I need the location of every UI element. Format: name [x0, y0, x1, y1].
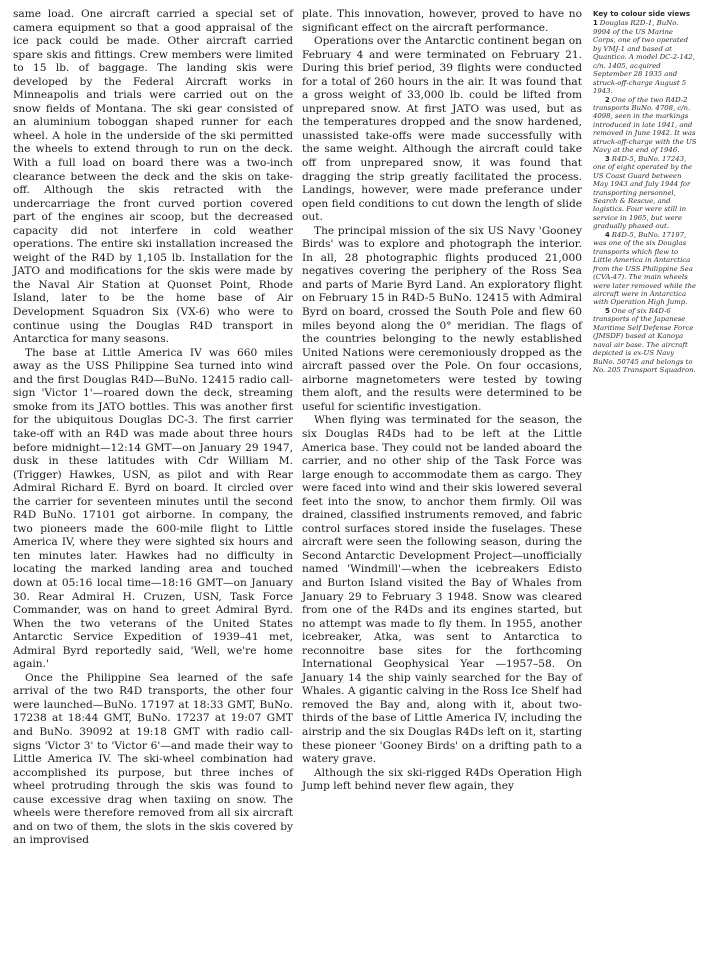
note-text: One of the two R4D-2 transports BuNo. 4708, c/n. 4098, seen in the markings introduced in late 1941, and removed in June 1942. It was struck-off-charge with the US Navy at the end of 1946.	[593, 95, 697, 155]
side-key-note-4	[593, 231, 697, 307]
paragraph: When flying was terminated for the season, the six Douglas R4Ds had to be left at the Little America base. They could not be landed aboard the carrier, and no other ship of the Task Force was large enough to accommodate them as cargo. They were faced into wind and their skis lowered several feet into the snow, to anchor them firmly. Oil was drained, classified instruments removed, and fabric control surfaces stored inside the fuselages. These aircraft were seen the following season, during the Second Antarctic Development Project—unofficially named 'Windmill'—when the icebreakers Edisto and Burton Island visited the Bay of Whales from January 29 to February 3 1948. Snow was cleared from one of the R4Ds and its engines started, but no attempt was made to fly them. In 1955, another icebreaker, Atka, was sent to Antarctica to reconnoitre base sites for the forthcoming International Geophysical Year —1957–58. On January 14 the ship vainly searched for the Bay of Whales. A gigantic calving in the Ross Ice Shelf had removed the Bay and, along with it, about two-thirds of the base of Little America IV, including the airstrip and the six Douglas R4Ds left on it, starting these pioneer 'Gooney Birds' on a drifting path to a watery grave.	[302, 414, 582, 766]
side-key-note-1	[593, 19, 697, 95]
note-text: One of six R4D-6 transports of the Japanese Maritime Self Defense Force (JMSDF) based at Kanoya naval air base. The aircraft depicted is ex-US Navy BuNo. 50745 and belongs to No. 205 Transport Squadron.	[593, 306, 696, 375]
text-column-1	[13, 8, 293, 848]
paragraph: same load. One aircraft carried a special set of camera equipment so that a good appraisal of the ice pack could be made. Other aircraft carried spare skis and fittings. Crew members were limited to 15 lb. of baggage. The landing skis were developed by the Federal Aircraft works in Minneapolis and trials were carried out on the snow fields of Montana. The ski gear consisted of an aluminium toboggan shaped runner for each wheel. A hole in the underside of the ski permitted the wheels to extend through to run on the deck. With a full load on board there was a two-inch clearance between the deck and the skis on take-off. Although the skis retracted with the undercarriage the front curved portion covered part of the engines air scoop, but the decreased capacity did not interfere in cold weather operations. The entire ski installation increased the weight of the R4D by 1,105 lb. Installation for the JATO and modifications for the skis were made by the Naval Air Station at Quonset Point, Rhode Island, later to be the home base of Air Development Squadron Six (VX-6) who were to continue using the Douglas R4D transport in Antarctica for many seasons.	[13, 8, 293, 346]
note-text: R4D-5, BuNo. 17197, was one of the six Douglas transports which flew to Little America in Antarctica from the USS Philippine Sea (CVA-47). The main wheels were later removed while the aircraft were in Antarctica with Operation High Jump.	[593, 230, 697, 307]
paragraph: Once the Philippine Sea learned of the safe arrival of the two R4D transports, the other four were launched—BuNo. 17197 at 18:33 GMT, BuNo. 17238 at 18:44 GMT, BuNo. 17237 at 19:07 GMT and BuNo. 39092 at 19:18 GMT with radio call-signs 'Victor 3' to 'Victor 6'—and made their way to Little America IV. The ski-wheel combination had accomplished its purpose, but three inches of wheel protruding through the skis was found to cause excessive drag when taxiing on snow. The wheels were therefore removed from all six aircraft and on two of them, the slots in the skis covered by an improvised	[13, 671, 293, 847]
note-number: 1	[593, 19, 598, 28]
note-number: 4	[605, 230, 610, 239]
side-key-note-5	[593, 307, 697, 375]
note-text: R4D-5, BuNo. 17243, one of eight operated by the US Coast Guard between May 1943 and July 1944 for transporting personnel, Search & Rescue, and logistics. Four were still in service in 1965, but were gradually phased out.	[593, 154, 693, 231]
paragraph: Although the six ski-rigged R4Ds Operation High Jump left behind never flew again, they	[302, 766, 582, 793]
text-column-2	[302, 8, 582, 794]
paragraph: plate. This innovation, however, proved to have no significant effect on the aircraft performance.	[302, 8, 582, 34]
paragraph: Operations over the Antarctic continent began on February 4 and were terminated on February 21. During this brief period, 39 flights were conducted for a total of 260 hours in the air. It was found that a gross weight of 33,000 lb. could be lifted from unprepared snow. At first JATO was used, but as the temperatures dropped and the snow hardened, unassisted take-offs were made successfully with the same weight. Although the aircraft could take off from unprepared snow, it was found that dragging the strip greatly facilitated the process. Landings, however, were made preferance under open field conditions to cut down the length of slide out.	[302, 35, 582, 224]
side-view-key	[593, 10, 697, 374]
paragraph: The base at Little America IV was 660 miles away as the USS Philippine Sea turned into wind and the first Douglas R4D—BuNo. 12415 radio call-sign 'Victor 1'—roared down the deck, streaming smoke from its JATO bottles. This was another first for the ubiquitous Douglas DC-3. The first carrier take-off with an R4D was made about three hours before midnight—12:14 GMT—on January 29 1947, dusk in these latitudes with Cdr William M. (Trigger) Hawkes, USN, as pilot and with Rear Admiral Richard E. Byrd on board. It circled over the carrier for seventeen minutes until the second R4D BuNo. 17101 got airborne. In company, the two pioneers made the 600-mile flight to Little America IV, where they were sighted six hours and ten minutes later. Hawkes had no difficulty in locating the marked landing area and touched down at 05:16 local time—18:16 GMT—on January 30. Rear Admiral H. Cruzen, USN, Task Force Commander, was on hand to greet Admiral Byrd. When the two veterans of the United States Antarctic Service Expedition of 1939–41 met, Admiral Byrd reportedly said, 'Well, we're home again.'	[13, 346, 293, 671]
note-number: 3	[605, 154, 610, 163]
note-number: 5	[605, 306, 610, 315]
side-key-note-2	[593, 96, 697, 155]
note-number: 2	[605, 95, 610, 104]
side-key-note-3	[593, 155, 697, 231]
note-text: Douglas R2D-1, BuNo. 9994 of the US Marine Corps, one of two operated by VMJ-1 and based at Quantico. A model DC-2-142, c/n. 1405, acquired September 28 1935 and struck-off-charge August 5 1943.	[593, 19, 695, 96]
side-key-title: Key to colour side views	[593, 9, 691, 18]
paragraph: The principal mission of the six US Navy 'Gooney Birds' was to explore and photograph the interior. In all, 28 photographic flights produced 21,000 negatives covering the periphery of the Ross Sea and parts of Marie Byrd Land. An exploratory flight on February 15 in R4D-5 BuNo. 12415 with Admiral Byrd on board, crossed the South Pole and flew 60 miles beyond along the 0° meridian. The flags of the countries belonging to the newly established United Nations were ceremoniously dropped as the aircraft passed over the Pole. On four occasions, airborne magnetometers were tested by towing them aloft, and the results were determined to be useful for scientific investigation.	[302, 224, 582, 413]
